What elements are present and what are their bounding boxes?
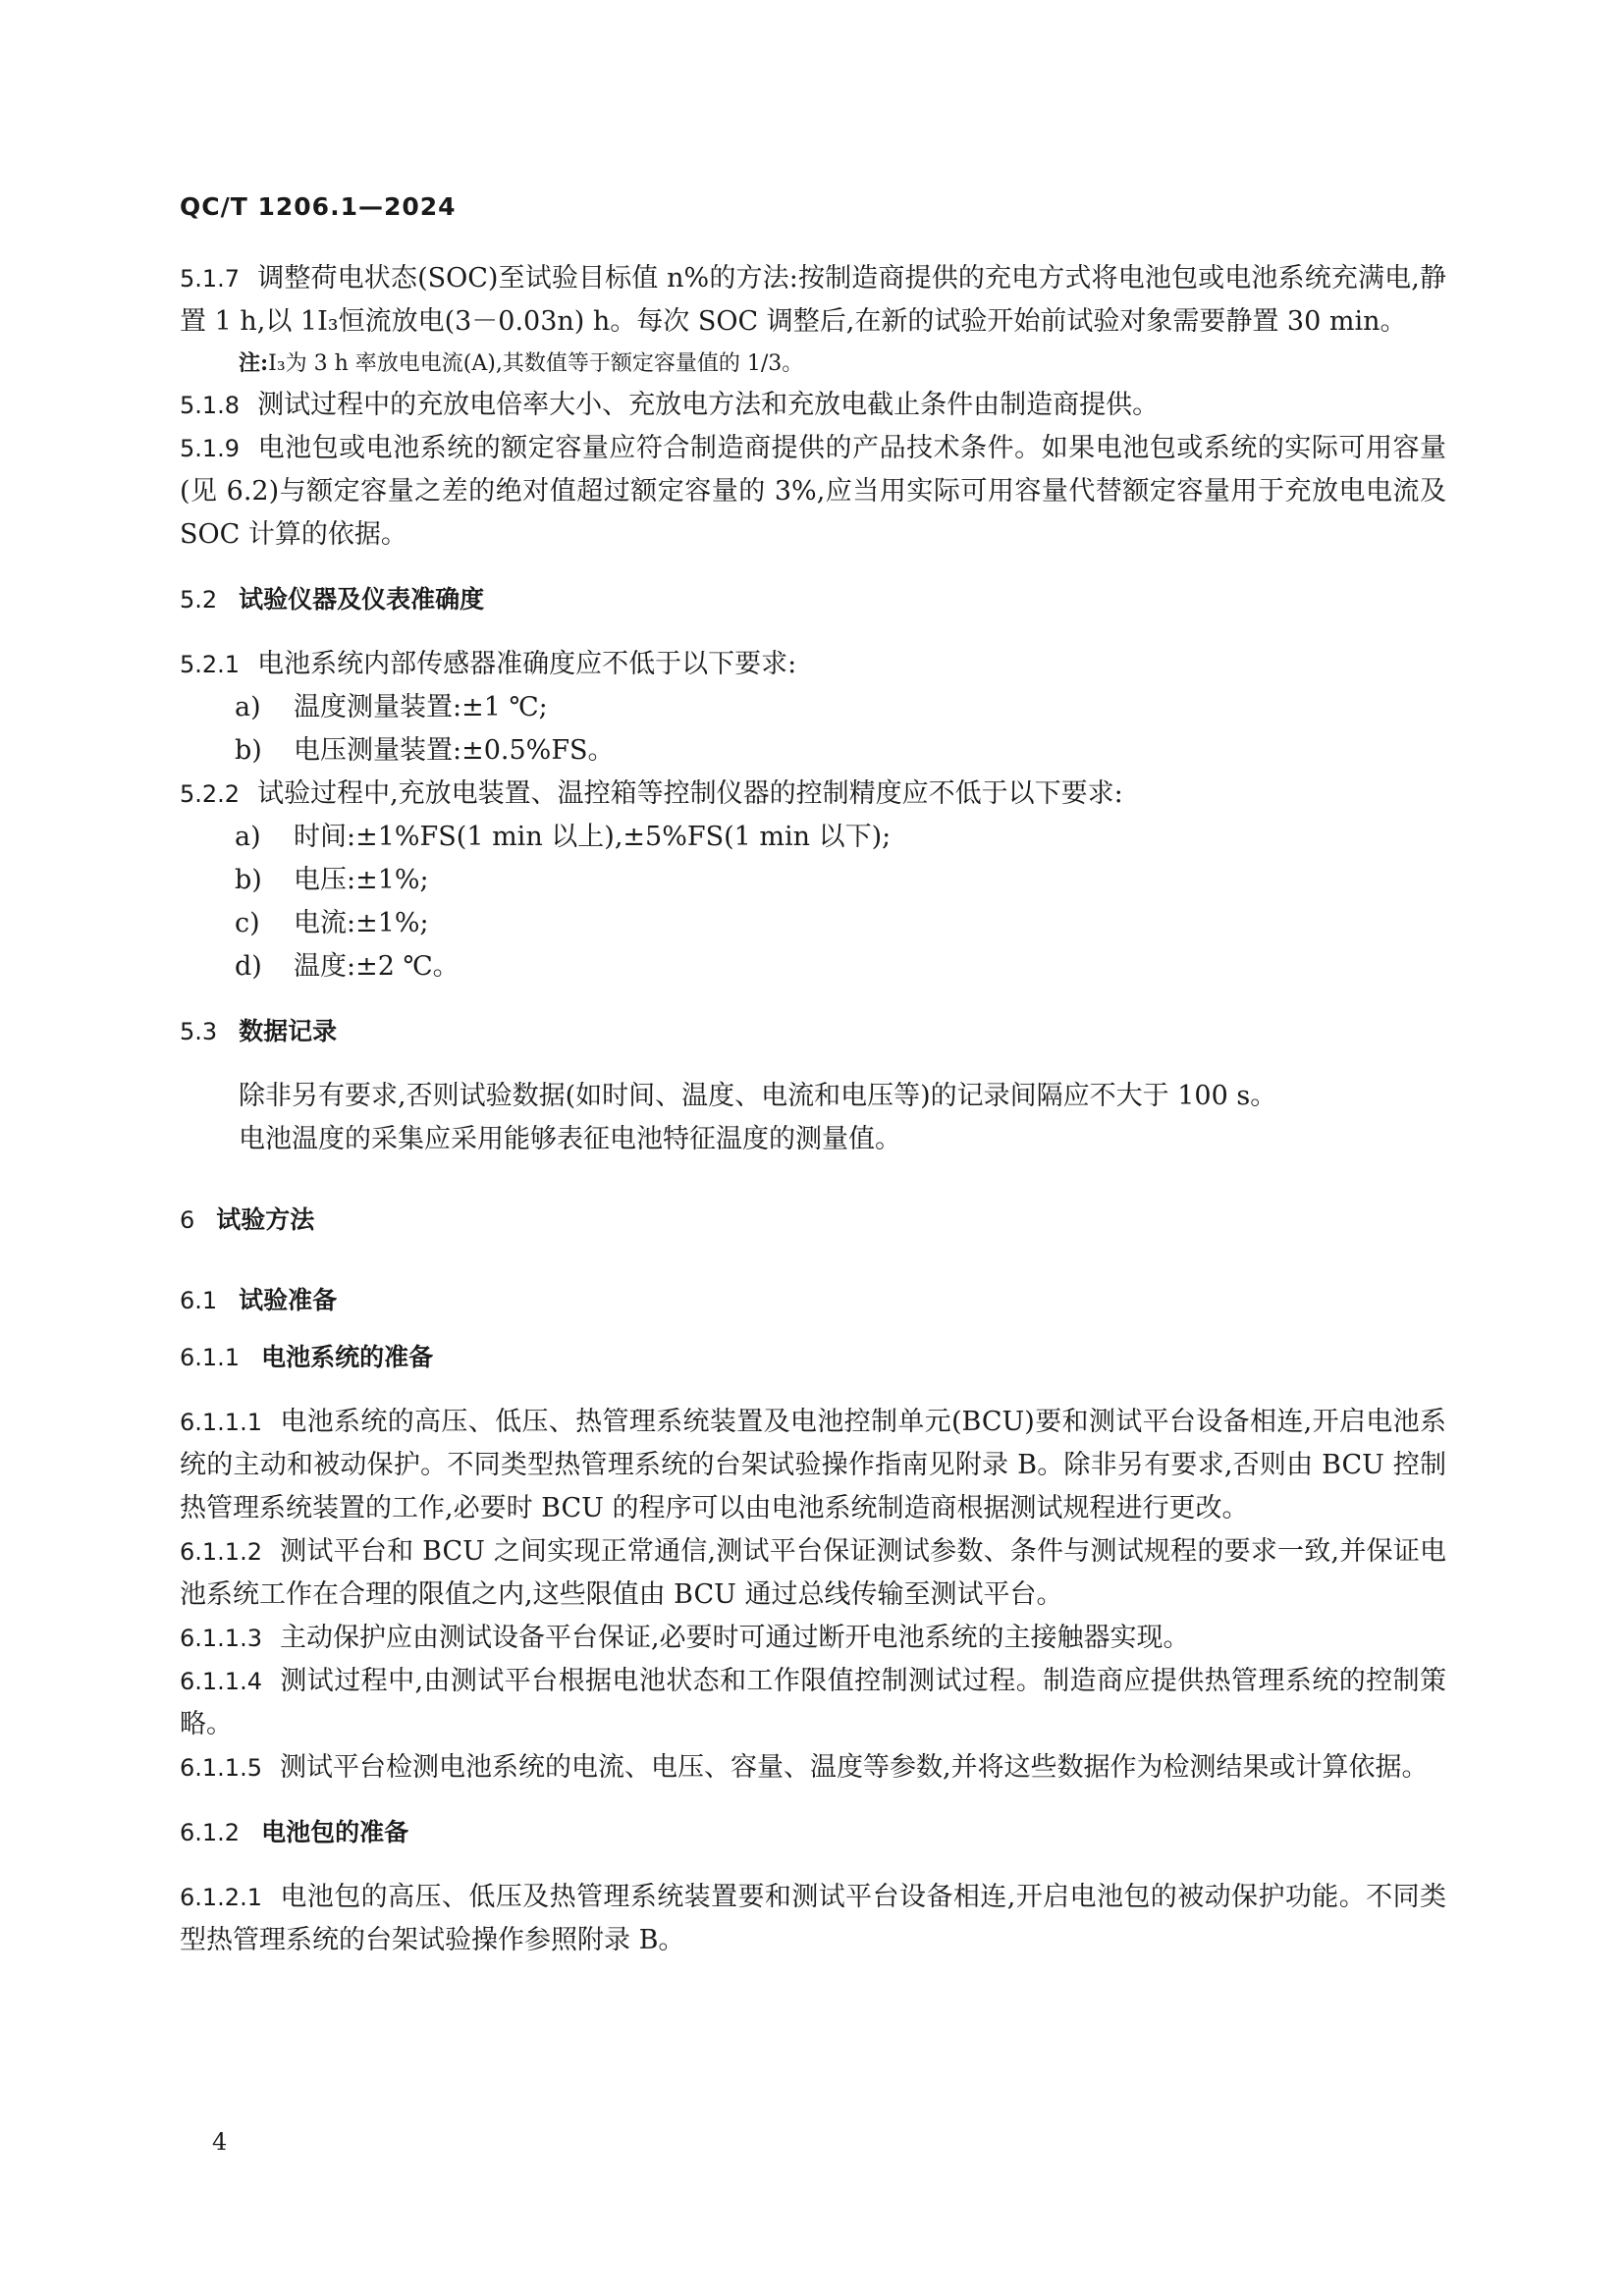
clause-text: 测试平台和 BCU 之间实现正常通信,测试平台保证测试参数、条件与测试规程的要求一致,并保证电池系统工作在合理的限值之内,这些限值由 BCU 通过总线传输至测试平台。 [180, 1536, 1446, 1610]
clause-5-2-2 [180, 773, 1446, 816]
note-5-1-7 [180, 344, 1446, 384]
heading-title: 试验仪器及仪表准确度 [239, 585, 485, 614]
clause-number: 6.1.2.1 [180, 1884, 262, 1911]
clause-text: 电池包的高压、低压及热管理系统装置要和测试平台设备相连,开启电池包的被动保护功能。不同类型热管理系统的台架试验操作参照附录 B。 [180, 1882, 1446, 1955]
list-text: 时间:±1%FS(1 min 以上),±5%FS(1 min 以下); [294, 822, 892, 852]
note-label: 注: [239, 350, 269, 376]
list-text: 电流:±1%; [294, 908, 429, 938]
clause-number: 5.2.1 [180, 651, 241, 678]
page-number: 4 [212, 2128, 228, 2156]
clause-text: 电池系统的高压、低压、热管理系统装置及电池控制单元(BCU)要和测试平台设备相连,开启电池系统的主动和被动保护。不同类型热管理系统的台架试验操作指南见附录 B。除非另有要求,否则由 BCU 控制热管理系统装置的工作,必要时 BCU 的程序可以由电池系统制造商根据测试规程进行更改。 [180, 1407, 1446, 1523]
clause-text: 试验过程中,充放电装置、温控箱等控制仪器的控制精度应不低于以下要求: [257, 778, 1123, 809]
list-text: 温度:±2 ℃。 [294, 951, 460, 982]
list-marker: a) [235, 822, 261, 852]
clause-6-1-2-1 [180, 1876, 1446, 1962]
heading-title: 电池包的准备 [261, 1818, 409, 1846]
heading-5-3 [180, 1010, 1446, 1053]
clause-6-1-1-1 [180, 1401, 1446, 1530]
list-text: 电压测量装置:±0.5%FS。 [294, 735, 615, 766]
list-text: 电压:±1%; [294, 865, 429, 895]
clause-number: 5.1.7 [180, 265, 241, 293]
clause-5-1-9 [180, 427, 1446, 557]
list-item [180, 859, 1446, 902]
list-marker: a) [235, 692, 261, 722]
clause-text: 电池包或电池系统的额定容量应符合制造商提供的产品技术条件。如果电池包或系统的实际可用容量(见 6.2)与额定容量之差的绝对值超过额定容量的 3%,应当用实际可用容量代替额定容量用于充放电电流及 SOC 计算的依据。 [180, 433, 1446, 550]
clause-5-1-7 [180, 257, 1446, 344]
heading-number: 5.3 [180, 1018, 218, 1045]
list-marker: b) [235, 735, 262, 766]
clause-number: 6.1.1.3 [180, 1625, 262, 1652]
standard-code: QC/T 1206.1—2024 [180, 192, 457, 221]
clause-text: 调整荷电状态(SOC)至试验目标值 n%的方法:按制造商提供的充电方式将电池包或电池系统充满电,静置 1 h,以 1I₃恒流放电(3－0.03n) h。每次 SOC 调整后,在新的试验开始前试验对象需要静置 30 min。 [180, 263, 1446, 337]
heading-number: 5.2 [180, 586, 218, 614]
clause-5-1-8 [180, 384, 1446, 427]
list-text: 温度测量装置:±1 ℃; [294, 692, 548, 722]
clause-text: 电池系统内部传感器准确度应不低于以下要求: [257, 649, 797, 679]
paragraph: 除非另有要求,否则试验数据(如时间、温度、电流和电压等)的记录间隔应不大于 100 s。 [239, 1081, 1277, 1111]
list-item [180, 902, 1446, 945]
list-item [180, 729, 1446, 773]
clause-6-1-1-2 [180, 1530, 1446, 1617]
list-item [180, 816, 1446, 859]
clause-number: 5.1.9 [180, 435, 241, 462]
heading-number: 6.1 [180, 1287, 218, 1314]
heading-5-2 [180, 578, 1446, 621]
clause-5-2-1 [180, 643, 1446, 686]
clause-text: 测试过程中,由测试平台根据电池状态和工作限值控制测试过程。制造商应提供热管理系统的控制策略。 [180, 1666, 1446, 1739]
heading-6-1 [180, 1279, 1446, 1322]
clause-number: 5.1.8 [180, 392, 241, 419]
list-marker: b) [235, 865, 262, 895]
clause-number: 6.1.1.2 [180, 1538, 262, 1566]
clause-6-1-1-4 [180, 1660, 1446, 1746]
heading-title: 电池系统的准备 [261, 1343, 434, 1371]
clause-number: 6.1.1.4 [180, 1668, 262, 1695]
list-item [180, 686, 1446, 729]
list-item [180, 945, 1446, 988]
heading-number: 6 [180, 1206, 195, 1234]
paragraph: 电池温度的采集应采用能够表征电池特征温度的测量值。 [239, 1124, 901, 1154]
clause-number: 6.1.1.1 [180, 1409, 262, 1436]
heading-6-1-2 [180, 1811, 1446, 1854]
heading-title: 试验准备 [239, 1286, 338, 1314]
heading-number: 6.1.2 [180, 1819, 241, 1846]
clause-text: 测试平台检测电池系统的电流、电压、容量、温度等参数,并将这些数据作为检测结果或计算依据。 [279, 1752, 1429, 1783]
clause-6-1-1-5 [180, 1746, 1446, 1789]
heading-title: 试验方法 [216, 1205, 315, 1234]
page-content [180, 257, 1446, 1962]
list-marker: d) [235, 951, 262, 982]
clause-number: 6.1.1.5 [180, 1754, 262, 1782]
clause-text: 测试过程中的充放电倍率大小、充放电方法和充放电截止条件由制造商提供。 [257, 390, 1160, 420]
heading-title: 数据记录 [239, 1017, 338, 1045]
clause-6-1-1-3 [180, 1617, 1446, 1660]
heading-6 [180, 1199, 1446, 1242]
clause-number: 5.2.2 [180, 780, 241, 808]
clause-text: 主动保护应由测试设备平台保证,必要时可通过断开电池系统的主接触器实现。 [279, 1623, 1190, 1653]
note-text: I₃为 3 h 率放电电流(A),其数值等于额定容量值的 1/3。 [268, 351, 804, 376]
heading-number: 6.1.1 [180, 1344, 241, 1371]
heading-6-1-1 [180, 1336, 1446, 1379]
list-marker: c) [235, 908, 260, 938]
